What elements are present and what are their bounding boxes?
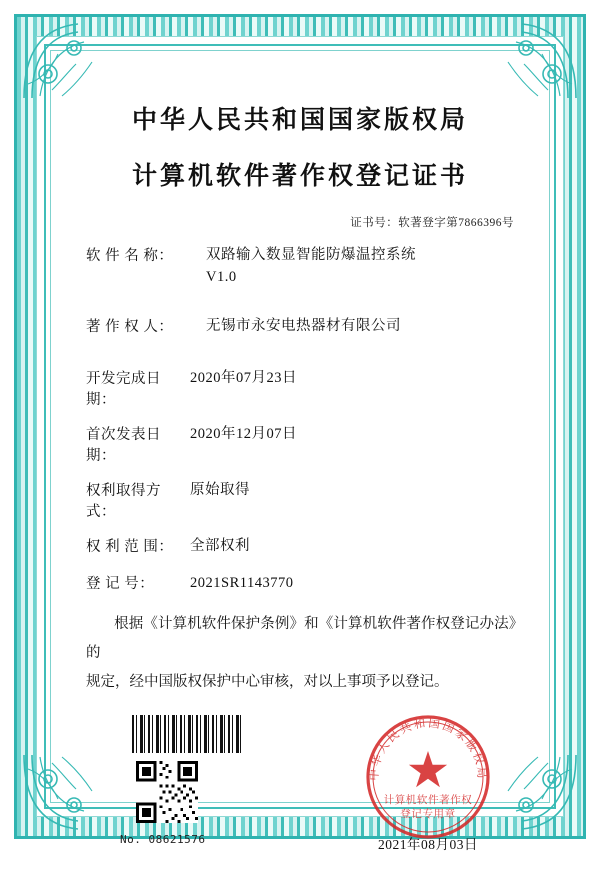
field-software-name-label: 软 件 名 称： (86, 248, 174, 264)
field-rights-scope (80, 535, 520, 557)
detail-fields (80, 367, 520, 594)
spacer (80, 293, 520, 315)
field-registration-number-label: 登 记 号： (86, 575, 155, 592)
barcode (132, 715, 244, 753)
field-copyright-owner-label: 著 作 权 人： (86, 318, 174, 335)
field-acquisition-method-value: 原始取得 (190, 482, 250, 499)
certificate-content (56, 56, 544, 853)
primary-fields (80, 244, 520, 337)
legal-statement-text-1: 根据《计算机软件保护条例》和《计算机软件著作权登记办法》的 (86, 616, 516, 662)
field-copyright-owner-value: 无锡市永安电热器材有限公司 (206, 317, 401, 334)
field-acquisition-method (80, 479, 520, 521)
official-seal (362, 711, 494, 843)
svg-text:中华人民共和国国家版权局: 中华人民共和国国家版权局 (366, 715, 490, 782)
document-serial-number: No. 08621576 (120, 833, 206, 847)
svg-text:计算机软件著作权: 计算机软件著作权 (383, 794, 473, 807)
issue-date: 2021年08月03日 (378, 837, 478, 853)
software-version-text: V1.0 (206, 269, 237, 286)
certificate-title: 计算机软件著作权登记证书 (131, 161, 468, 190)
certificate-number-row (80, 214, 520, 230)
certificate-footer (80, 715, 520, 875)
certificate-number-label: 证书号： (350, 217, 399, 229)
software-name-text: 双路输入数显智能防爆温控系统 (206, 247, 416, 263)
field-rights-scope-label: 权 利 范 围： (86, 539, 174, 556)
field-development-date (80, 367, 520, 409)
field-development-date-label: 开发完成日期： (86, 371, 161, 409)
field-first-publish-date-label: 首次发表日期： (86, 427, 161, 465)
field-first-publish-date (80, 423, 520, 465)
field-registration-number (80, 572, 520, 594)
field-rights-scope-value: 全部权利 (190, 538, 250, 555)
legal-statement-line-1 (86, 610, 516, 668)
field-copyright-owner (80, 315, 520, 337)
legal-statement-line-2: 规定，经中国版权保护中心审核，对以上事项予以登记。 (86, 674, 449, 691)
legal-statement (80, 610, 520, 697)
field-acquisition-method-label: 权利取得方式： (86, 483, 161, 521)
field-software-name-value (206, 244, 416, 289)
svg-text:登记专用章: 登记专用章 (400, 808, 456, 821)
field-development-date-value: 2020年07月23日 (190, 370, 297, 387)
field-software-name (80, 244, 520, 289)
issuer-title: 中华人民共和国国家版权局 (131, 105, 468, 134)
field-first-publish-date-value: 2020年12月07日 (190, 426, 297, 443)
certificate-number-value: 软著登字第7866396号 (398, 217, 514, 229)
field-registration-number-value: 2021SR1143770 (190, 574, 294, 591)
qr-code (136, 761, 198, 823)
spacer (80, 341, 520, 357)
